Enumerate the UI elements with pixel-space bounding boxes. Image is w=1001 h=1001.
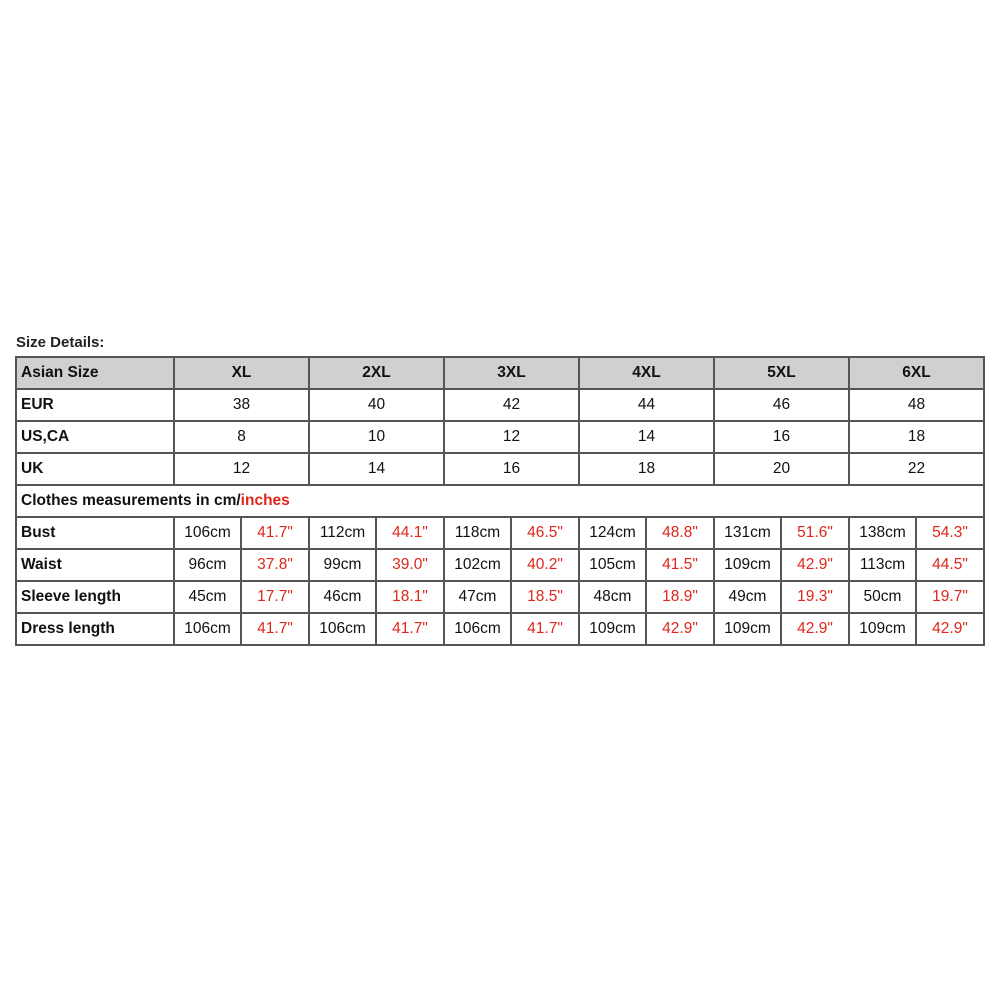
cm-cell: 102cm — [444, 549, 511, 581]
size-header: XL — [174, 357, 309, 389]
inch-cell: 46.5" — [511, 517, 579, 549]
cm-cell: 112cm — [309, 517, 376, 549]
inch-cell: 18.1" — [376, 581, 444, 613]
table-cell: 20 — [714, 453, 849, 485]
inch-cell: 48.8" — [646, 517, 714, 549]
cm-cell: 106cm — [309, 613, 376, 645]
table-cell: 16 — [444, 453, 579, 485]
inch-cell: 37.8" — [241, 549, 309, 581]
inch-cell: 42.9" — [781, 613, 849, 645]
table-cell: 42 — [444, 389, 579, 421]
table-cell: 12 — [444, 421, 579, 453]
cm-cell: 124cm — [579, 517, 646, 549]
cm-cell: 109cm — [579, 613, 646, 645]
row-label: Dress length — [16, 613, 174, 645]
cm-cell: 109cm — [849, 613, 916, 645]
table-cell: 44 — [579, 389, 714, 421]
conversion-row-eur — [16, 389, 984, 421]
header-label: Asian Size — [16, 357, 174, 389]
measure-row-bust — [16, 517, 984, 549]
cm-cell: 109cm — [714, 613, 781, 645]
inch-cell: 17.7" — [241, 581, 309, 613]
inch-cell: 41.7" — [376, 613, 444, 645]
table-cell: 40 — [309, 389, 444, 421]
table-cell: 18 — [849, 421, 984, 453]
cm-cell: 99cm — [309, 549, 376, 581]
inch-cell: 41.5" — [646, 549, 714, 581]
table-cell: 14 — [579, 421, 714, 453]
cm-cell: 46cm — [309, 581, 376, 613]
conversion-row-uk — [16, 453, 984, 485]
size-header: 6XL — [849, 357, 984, 389]
row-label: Bust — [16, 517, 174, 549]
inch-cell: 18.9" — [646, 581, 714, 613]
cm-cell: 50cm — [849, 581, 916, 613]
inch-cell: 40.2" — [511, 549, 579, 581]
row-label: UK — [16, 453, 174, 485]
table-cell: 22 — [849, 453, 984, 485]
size-details-caption: Size Details: — [16, 334, 105, 351]
inch-cell: 41.7" — [241, 613, 309, 645]
header-row — [16, 357, 984, 389]
table-cell: 38 — [174, 389, 309, 421]
cm-cell: 105cm — [579, 549, 646, 581]
measure-row-sleeve-length — [16, 581, 984, 613]
table-cell: 48 — [849, 389, 984, 421]
row-label: Sleeve length — [16, 581, 174, 613]
cm-cell: 113cm — [849, 549, 916, 581]
measure-row-dress-length — [16, 613, 984, 645]
cm-cell: 138cm — [849, 517, 916, 549]
cm-cell: 118cm — [444, 517, 511, 549]
cm-cell: 106cm — [174, 613, 241, 645]
cm-cell: 49cm — [714, 581, 781, 613]
inch-cell: 51.6" — [781, 517, 849, 549]
cm-cell: 48cm — [579, 581, 646, 613]
inch-cell: 19.7" — [916, 581, 984, 613]
measurement-note-row — [16, 485, 984, 517]
inch-cell: 44.5" — [916, 549, 984, 581]
table-cell: 8 — [174, 421, 309, 453]
conversion-row-us-ca — [16, 421, 984, 453]
inch-cell: 54.3" — [916, 517, 984, 549]
inch-cell: 42.9" — [646, 613, 714, 645]
row-label: EUR — [16, 389, 174, 421]
cm-cell: 106cm — [174, 517, 241, 549]
measurement-note-prefix: Clothes measurements in cm/ — [21, 492, 241, 509]
inch-cell: 44.1" — [376, 517, 444, 549]
size-header: 4XL — [579, 357, 714, 389]
measure-row-waist — [16, 549, 984, 581]
inch-cell: 19.3" — [781, 581, 849, 613]
cm-cell: 109cm — [714, 549, 781, 581]
table-cell: 16 — [714, 421, 849, 453]
cm-cell: 45cm — [174, 581, 241, 613]
row-label: Waist — [16, 549, 174, 581]
measurement-note — [16, 485, 984, 517]
size-header: 3XL — [444, 357, 579, 389]
size-header: 5XL — [714, 357, 849, 389]
inch-cell: 18.5" — [511, 581, 579, 613]
inch-cell: 39.0" — [376, 549, 444, 581]
size-chart-table — [15, 356, 985, 646]
table-cell: 14 — [309, 453, 444, 485]
table-cell: 12 — [174, 453, 309, 485]
cm-cell: 96cm — [174, 549, 241, 581]
inch-cell: 41.7" — [241, 517, 309, 549]
cm-cell: 106cm — [444, 613, 511, 645]
row-label: US,CA — [16, 421, 174, 453]
cm-cell: 47cm — [444, 581, 511, 613]
table-cell: 10 — [309, 421, 444, 453]
inch-cell: 41.7" — [511, 613, 579, 645]
table-cell: 46 — [714, 389, 849, 421]
table-cell: 18 — [579, 453, 714, 485]
measurement-note-inches: inches — [240, 492, 290, 509]
inch-cell: 42.9" — [916, 613, 984, 645]
inch-cell: 42.9" — [781, 549, 849, 581]
cm-cell: 131cm — [714, 517, 781, 549]
size-header: 2XL — [309, 357, 444, 389]
